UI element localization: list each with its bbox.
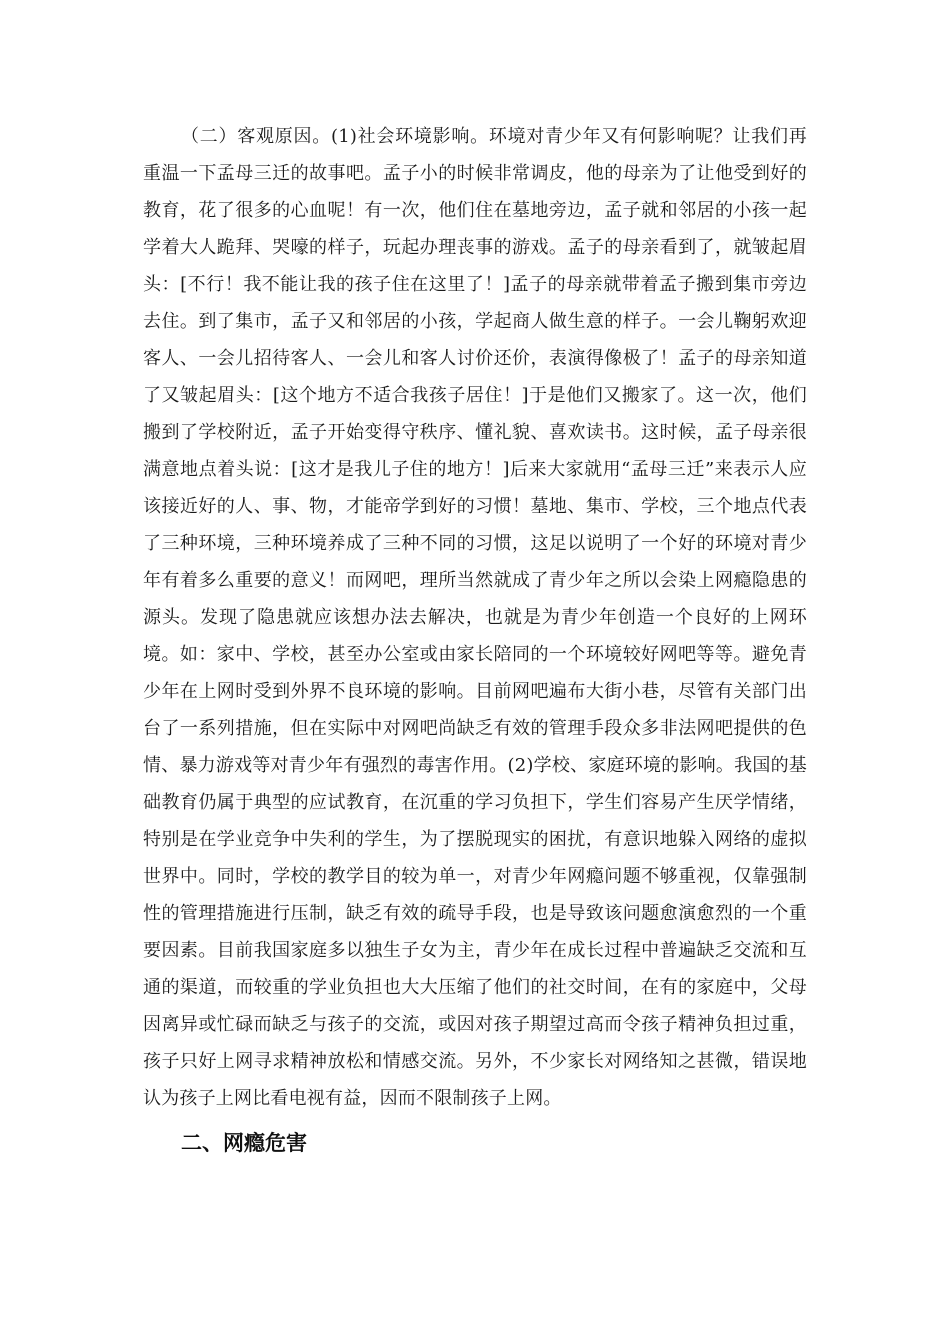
- body-paragraph: （二）客观原因。(1)社会环境影响。环境对青少年又有何影响呢？让我们再重温一下孟母三迁的故事吧。孟子小的时候非常调皮，他的母亲为了让他受到好的教育，花了很多的心血呢！有一次，他们住在墓地旁边，孟子就和邻居的小孩一起学着大人跪拜、哭嚎的样子，玩起办理丧事的游戏。孟子的母亲看到了，就皱起眉头：[不行！我不能让我的孩子住在这里了！]孟子的母亲就带着孟子搬到集市旁边去住。到了集市，孟子又和邻居的小孩，学起商人做生意的样子。一会儿鞠躬欢迎客人、一会儿招待客人、一会儿和客人讨价还价，表演得像极了！孟子的母亲知道了又皱起眉头：[这个地方不适合我孩子居住！]于是他们又搬家了。这一次，他们搬到了学校附近，孟子开始变得守秩序、懂礼貌、喜欢读书。这时候，孟子母亲很满意地点着头说：[这才是我儿子住的地方！]后来大家就用“孟母三迁”来表示人应该接近好的人、事、物，才能帝学到好的习惯！墓地、集市、学校，三个地点代表了三种环境，三种环境养成了三种不同的习惯，这足以说明了一个好的环境对青少年有着多么重要的意义！而网吧，理所当然就成了青少年之所以会染上网瘾隐患的源头。发现了隐患就应该想办法去解决，也就是为青少年创造一个良好的上网环境。如：家中、学校，甚至办公室或由家长陪同的一个环境较好网吧等等。避免青少年在上网时受到外界不良环境的影响。目前网吧遍布大街小巷，尽管有关部门出台了一系列措施，但在实际中对网吧尚缺乏有效的管理手段众多非法网吧提供的色情、暴力游戏等对青少年有强烈的毒害作用。(2)学校、家庭环境的影响。我国的基础教育仍属于典型的应试教育，在沉重的学习负担下，学生们容易产生厌学情绪，特别是在学业竞争中失利的学生，为了摆脱现实的困扰，有意识地躲入网络的虚拟世界中。同时，学校的教学目的较为单一，对青少年网瘾问题不够重视，仅靠强制性的管理措施进行压制，缺乏有效的疏导手段，也是导致该问题愈演愈烈的一个重要因素。目前我国家庭多以独生子女为主，青少年在成长过程中普遍缺乏交流和互通的渠道，而较重的学业负担也大大压缩了他们的社交时间，在有的家庭中，父母因离异或忙碌而缺乏与孩子的交流，或因对孩子期望过高而令孩子精神负担过重，孩子只好上网寻求精神放松和情感交流。另外，不少家长对网络知之甚微，错误地认为孩子上网比看电视有益，因而不限制孩子上网。: [143, 126, 807, 1109]
- section-heading: 二、网瘾危害: [181, 1131, 307, 1155]
- document-body: [143, 118, 807, 1161]
